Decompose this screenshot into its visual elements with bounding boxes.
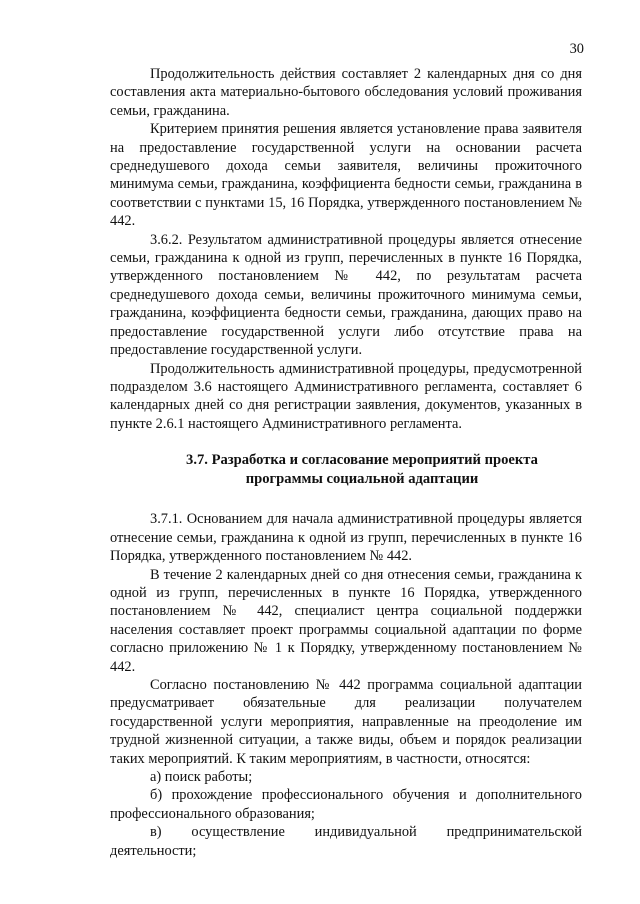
paragraph-duration-act: Продолжительность действия составляет 2 календарных дня со дня составления акта материально-бытового обследования условий проживания семьи, гражданина. — [110, 66, 582, 119]
section-heading-3-7 — [110, 451, 582, 488]
list-item-entrepreneurship: в) осуществление индивидуальной предпринимательской деятельности; — [110, 824, 582, 859]
list-item-professional-training: б) прохождение профессионального обучения и дополнительного профессионального образования; — [110, 787, 582, 822]
paragraph-program-draft: В течение 2 календарных дней со дня отнесения семьи, гражданина к одной из групп, перечисленных в пункте 16 Порядка, утвержденного постановлением № 442, специалист центра социальной поддержки населения составляет проект программы социальной адаптации по форме согласно приложению № 1 к Порядку, утвержденному постановлением № 442. — [110, 566, 582, 675]
page-number: 30 — [569, 41, 584, 57]
paragraph-decision-criterion: Критерием принятия решения является установление права заявителя на предоставление государственной услуги на основании расчета среднедушевого дохода семьи заявителя, величины прожиточного минимума семьи, гражданина, коэффициента бедности семьи, гражданина в соответствии с пунктами 15, 16 Порядка, утвержденного постановлением № 442. — [110, 121, 582, 230]
section-heading-line-2: программы социальной адаптации — [245, 470, 479, 487]
list-item-job-search: а) поиск работы; — [150, 769, 253, 785]
section-heading-line-1: 3.7. Разработка и согласование мероприятий проекта — [186, 452, 538, 469]
paragraph-procedure-duration: Продолжительность административной процедуры, предусмотренной подразделом 3.6 настоящего Административного регламента, составляет 6 календарных дней со дня регистрации заявления, документов, указанных в пункте 2.6.1 настоящего Административного регламента. — [110, 360, 582, 432]
paragraph-3-7-1-basis: 3.7.1. Основанием для начала административной процедуры является отнесение семьи, гражданина к одной из групп, перечисленных в пункте 16 Порядка, утвержденного постановлением № 442. — [110, 511, 582, 565]
page-body — [110, 65, 582, 860]
paragraph-3-6-2-result: 3.6.2. Результатом административной процедуры является отнесение семьи, гражданина к одной из групп, перечисленных в пункте 16 Порядка, утвержденного постановлением № 442, по результатам расчета среднедушевого дохода семьи, величины прожиточного минимума семьи, гражданина, коэффициента бедности семьи, гражданина, дающих право на предоставление государственной услуги либо отсутствие права на предоставление государственной услуги. — [110, 231, 582, 359]
paragraph-program-measures: Согласно постановлению № 442 программа социальной адаптации предусматривает обязательные для реализации получателем государственной услуги мероприятия, направленные на преодоление им трудной жизненной ситуации, а также виды, объем и порядок реализации таких мероприятий. К таким мероприятиям, в частности, относятся: — [110, 676, 582, 767]
